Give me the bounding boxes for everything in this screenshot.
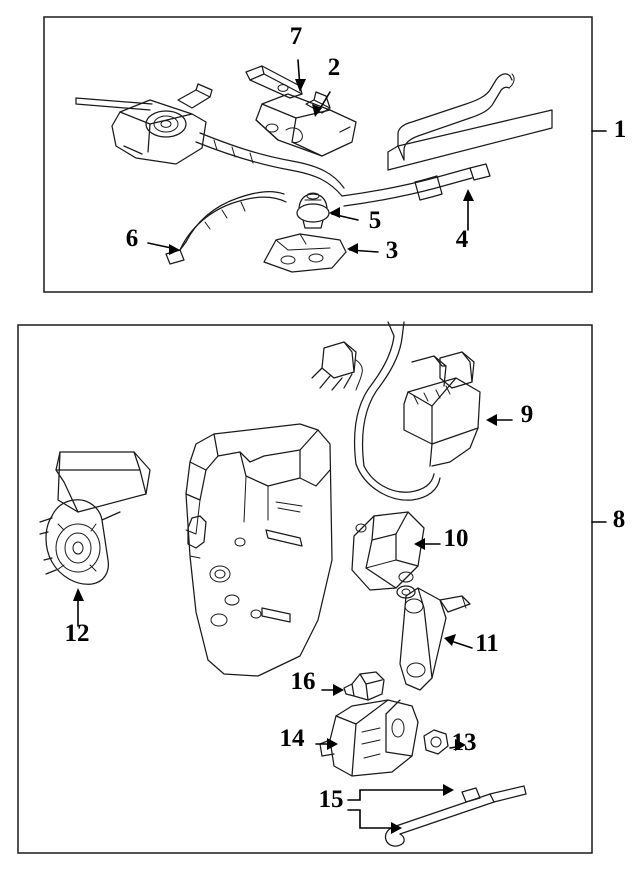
panel-8-border bbox=[18, 325, 592, 853]
callout-11: 11 bbox=[475, 630, 499, 657]
part-16-clip bbox=[344, 672, 384, 700]
part-9-connector bbox=[312, 322, 480, 500]
callout-9: 9 bbox=[520, 401, 534, 428]
part-14-latch bbox=[320, 700, 418, 776]
callout-6: 6 bbox=[125, 225, 139, 252]
panel-8-group bbox=[18, 322, 606, 853]
part-10-bracket bbox=[352, 512, 424, 590]
callout-10: 10 bbox=[443, 525, 469, 552]
callout-7: 7 bbox=[289, 23, 303, 50]
callout-13: 13 bbox=[451, 729, 477, 756]
callout-16: 16 bbox=[290, 668, 316, 695]
part-12-motor bbox=[40, 452, 150, 584]
part-4-hose bbox=[342, 74, 552, 206]
callout-15: 15 bbox=[318, 786, 344, 813]
part-3-bracket bbox=[264, 234, 346, 272]
callout-12: 12 bbox=[64, 620, 90, 647]
part-left-motor bbox=[76, 84, 212, 164]
callout-2: 2 bbox=[327, 54, 341, 81]
part-2-actuator bbox=[256, 92, 356, 156]
part-cable-assembly bbox=[196, 133, 344, 196]
callout-8: 8 bbox=[612, 506, 626, 533]
part-13-nut bbox=[424, 730, 448, 754]
callout-14: 14 bbox=[279, 725, 305, 752]
part-door-panel bbox=[186, 424, 332, 676]
callout-3: 3 bbox=[385, 237, 399, 264]
part-7-clip bbox=[246, 66, 302, 98]
part-11-link bbox=[397, 586, 470, 690]
part-6-cable bbox=[166, 192, 286, 264]
panel-8-leaders bbox=[78, 420, 606, 828]
callout-1: 1 bbox=[613, 116, 627, 143]
callout-5: 5 bbox=[368, 207, 382, 234]
callout-4: 4 bbox=[455, 226, 469, 253]
part-5-grommet bbox=[297, 193, 329, 228]
part-15-rod bbox=[385, 786, 526, 846]
